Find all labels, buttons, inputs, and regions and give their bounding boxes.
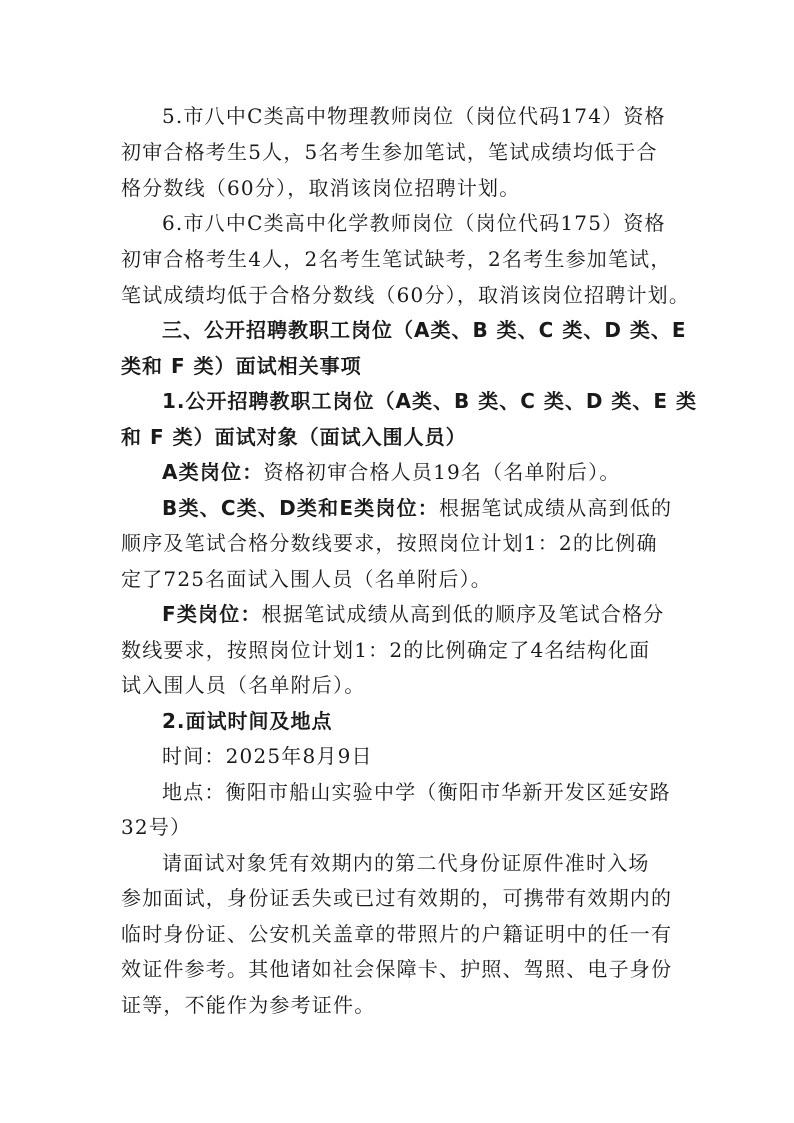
id-notice-line-5: 证等，不能作为参考证件。 bbox=[121, 993, 376, 1017]
class-bcde-text: 根据笔试成绩从高到低的 bbox=[439, 496, 673, 520]
paragraph-5-line-2: 初审合格考生5人，5名考生参加笔试，笔试成绩均低于合 bbox=[121, 140, 658, 164]
interview-location-line-1: 地点：衡阳市船山实验中学（衡阳市华新开发区延安路 bbox=[162, 780, 671, 804]
paragraph-5-line-3: 格分数线（60分），取消该岗位招聘计划。 bbox=[121, 176, 521, 200]
interview-time: 时间：2025年8月9日 bbox=[162, 744, 373, 768]
class-f-line-1 bbox=[162, 602, 664, 626]
id-notice-line-2: 参加面试，身份证丢失或已过有效期的，可携带有效期内的 bbox=[121, 886, 673, 910]
paragraph-5-line-1: 5.市八中C类高中物理教师岗位（岗位代码174）资格 bbox=[162, 104, 666, 128]
class-f-line-3: 试入围人员（名单附后）。 bbox=[121, 673, 366, 697]
id-notice-line-3: 临时身份证、公安机关盖章的带照片的户籍证明中的任一有 bbox=[121, 922, 673, 946]
id-notice-line-4: 效证件参考。其他诸如社会保障卡、护照、驾照、电子身份 bbox=[121, 957, 673, 981]
interview-location-line-2: 32号） bbox=[121, 815, 192, 839]
paragraph-6-line-2: 初审合格考生4人，2名考生笔试缺考，2名考生参加笔试， bbox=[121, 247, 672, 271]
subheading-2: 2.面试时间及地点 bbox=[162, 709, 333, 733]
subheading-1-line-1: 1.公开招聘教职工岗位（A类、B 类、C 类、D 类、E 类 bbox=[162, 389, 698, 413]
class-a-label: A类岗位： bbox=[162, 460, 264, 484]
id-notice-line-1: 请面试对象凭有效期内的第二代身份证原件准时入场 bbox=[162, 851, 650, 875]
section-3-heading-line-1: 三、公开招聘教职工岗位（A类、B 类、C 类、D 类、E bbox=[162, 318, 687, 342]
class-a-line bbox=[162, 460, 621, 484]
class-bcde-line-2: 顺序及笔试合格分数线要求，按照岗位计划1：2的比例确 bbox=[121, 531, 658, 555]
class-f-line-2: 数线要求，按照岗位计划1：2的比例确定了4名结构化面 bbox=[121, 638, 651, 662]
paragraph-6-line-1: 6.市八中C类高中化学教师岗位（岗位代码175）资格 bbox=[162, 211, 666, 235]
class-bcde-line-3: 定了725名面试入围人员（名单附后）。 bbox=[121, 567, 492, 591]
class-bcde-label: B类、C类、D类和E类岗位： bbox=[162, 496, 439, 520]
class-f-text: 根据笔试成绩从高到低的顺序及笔试合格分 bbox=[261, 602, 665, 626]
class-f-label: F类岗位： bbox=[162, 602, 262, 626]
class-a-text: 资格初审合格人员19名（名单附后）。 bbox=[263, 460, 621, 484]
subheading-1-line-2: 和 F 类）面试对象（面试入围人员） bbox=[121, 425, 467, 449]
paragraph-6-line-3: 笔试成绩均低于合格分数线（60分），取消该岗位招聘计划。 bbox=[121, 283, 691, 307]
class-bcde-line-1 bbox=[162, 496, 672, 520]
section-3-heading-line-2: 类和 F 类）面试相关事项 bbox=[121, 354, 362, 378]
